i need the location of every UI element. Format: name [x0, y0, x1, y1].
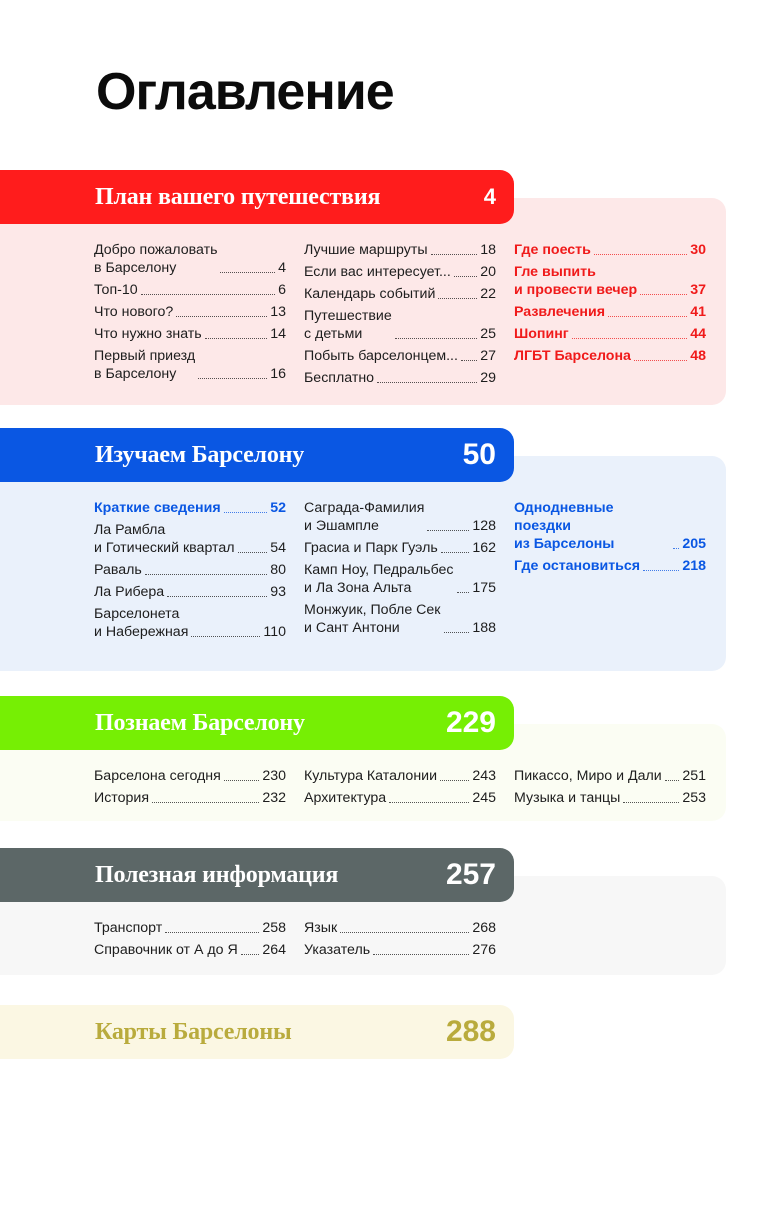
toc-column-2 [304, 767, 496, 811]
toc-entry-title: Справочник от А до Я [94, 942, 238, 958]
dot-leader [224, 512, 268, 513]
toc-entry-title: Однодневные поездки из Барселоны [514, 500, 615, 552]
toc-entry-title: История [94, 790, 150, 806]
toc-entry[interactable] [514, 767, 706, 785]
toc-entry[interactable] [94, 241, 286, 277]
toc-entry-title: ЛГБТ Барселона [514, 348, 631, 364]
toc-entry-page: 18 [480, 242, 496, 258]
toc-column-2 [304, 919, 496, 963]
toc-entry-title: Музыка и танцы [514, 790, 621, 806]
section-page-number: 229 [445, 706, 496, 739]
toc-column-3 [514, 241, 706, 369]
section-page-number: 257 [445, 858, 496, 891]
toc-entry[interactable] [94, 347, 286, 383]
toc-entry[interactable] [514, 499, 706, 553]
dot-leader [457, 592, 470, 593]
dot-leader [191, 636, 260, 637]
toc-column-1 [94, 499, 286, 645]
toc-entry[interactable] [304, 369, 496, 387]
toc-entry-page: 16 [270, 366, 286, 382]
dot-leader [640, 294, 687, 295]
toc-entry-page: 205 [682, 536, 706, 552]
dot-leader [373, 954, 469, 955]
toc-entry-page: 4 [278, 260, 286, 276]
toc-entry[interactable] [94, 303, 286, 321]
section-title: Познаем Барселону [95, 709, 305, 736]
toc-column-3 [514, 499, 706, 579]
dot-leader [238, 552, 268, 553]
dot-leader [152, 802, 259, 803]
toc-column-1 [94, 241, 286, 387]
toc-entry-page: 243 [472, 768, 496, 784]
dot-leader [441, 552, 470, 553]
toc-entry-title: Культура Каталонии [304, 768, 438, 784]
dot-leader [141, 294, 275, 295]
section-banner[interactable] [0, 1005, 514, 1059]
toc-entry[interactable] [94, 767, 286, 785]
toc-entry-page: 27 [480, 348, 496, 364]
toc-entry[interactable] [94, 941, 286, 959]
toc-entry-title: Краткие сведения [94, 500, 221, 516]
toc-entry-title: Что нового? [94, 304, 174, 320]
toc-entry-page: 14 [270, 326, 286, 342]
dot-leader [673, 548, 679, 549]
dot-leader [454, 276, 477, 277]
toc-entry[interactable] [304, 601, 496, 637]
toc-entry-title: Пикассо, Миро и Дали [514, 768, 662, 784]
toc-entry-title: Календарь событий [304, 286, 436, 302]
dot-leader [205, 338, 268, 339]
toc-entry[interactable] [94, 281, 286, 299]
toc-entry[interactable] [304, 263, 496, 281]
dot-leader [377, 382, 477, 383]
toc-entry[interactable] [514, 557, 706, 575]
toc-entry-page: 251 [682, 768, 706, 784]
toc-entry-title: Топ-10 [94, 282, 138, 298]
section-page-number: 288 [445, 1015, 496, 1048]
section-title: Изучаем Барселону [95, 441, 305, 468]
toc-entry-title: Архитектура [304, 790, 387, 806]
toc-entry-title: Путешествие с детьми [304, 308, 392, 342]
toc-entry-title: Транспорт [94, 920, 163, 936]
dot-leader [167, 596, 267, 597]
dot-leader [594, 254, 687, 255]
toc-entry[interactable] [514, 303, 706, 321]
dot-leader [431, 254, 478, 255]
section-page-number: 50 [462, 438, 496, 471]
toc-entry-page: 44 [690, 326, 706, 342]
toc-entry-page: 25 [480, 326, 496, 342]
toc-entry[interactable] [94, 521, 286, 557]
section-page-number: 4 [483, 184, 496, 209]
dot-leader [572, 338, 688, 339]
toc-column-1 [94, 767, 286, 811]
toc-entry-title: Камп Ноу, Педральбес и Ла Зона Альта [304, 562, 454, 596]
toc-entry-title: Добро пожаловать в Барселону [94, 242, 218, 276]
toc-entry-page: 37 [690, 282, 706, 298]
dot-leader [643, 570, 679, 571]
toc-entry[interactable] [304, 499, 496, 535]
toc-entry-page: 232 [262, 790, 286, 806]
dot-leader [634, 360, 687, 361]
dot-leader [241, 954, 260, 955]
toc-entry-title: Барселона сегодня [94, 768, 221, 784]
dot-leader [165, 932, 259, 933]
dot-leader [665, 780, 680, 781]
toc-entry[interactable] [94, 325, 286, 343]
toc-entry[interactable] [304, 561, 496, 597]
dot-leader [440, 780, 469, 781]
toc-entry[interactable] [514, 263, 706, 299]
toc-entry[interactable] [304, 941, 496, 959]
toc-entry[interactable] [514, 325, 706, 343]
toc-entry[interactable] [94, 919, 286, 937]
toc-entry-title: Раваль [94, 562, 142, 578]
toc-entry-title: Ла Рамбла и Готический квартал [94, 522, 235, 556]
toc-entry[interactable] [304, 241, 496, 259]
toc-entry-title: Шопинг [514, 326, 569, 342]
toc-entry[interactable] [94, 499, 286, 517]
toc-entry-page: 230 [262, 768, 286, 784]
section-title: Полезная информация [95, 861, 339, 888]
dot-leader [427, 530, 469, 531]
toc-entry[interactable] [94, 789, 286, 807]
toc-entry[interactable] [304, 347, 496, 365]
dot-leader [220, 272, 275, 273]
toc-entry-page: 13 [270, 304, 286, 320]
toc-entry[interactable] [514, 241, 706, 259]
toc-entry-page: 6 [278, 282, 286, 298]
toc-entry[interactable] [304, 767, 496, 785]
toc-entry-page: 110 [263, 624, 286, 640]
toc-entry-page: 253 [682, 790, 706, 806]
toc-entry-page: 22 [480, 286, 496, 302]
toc-entry-page: 175 [472, 580, 496, 596]
toc-entry-title: Первый приезд в Барселону [94, 348, 196, 382]
toc-entry[interactable] [304, 919, 496, 937]
toc-entry[interactable] [304, 285, 496, 303]
toc-entry-page: 264 [262, 942, 286, 958]
dot-leader [623, 802, 679, 803]
dot-leader [395, 338, 477, 339]
toc-entry-title: Ла Рибера [94, 584, 165, 600]
toc-column-1 [94, 919, 286, 963]
toc-entry[interactable] [94, 605, 286, 641]
dot-leader [389, 802, 469, 803]
dot-leader [444, 632, 470, 633]
section-banner[interactable] [0, 428, 514, 482]
toc-entry-page: 276 [472, 942, 496, 958]
toc-entry-title: Саграда-Фамилия и Эшампле [304, 500, 425, 534]
section-banner[interactable] [0, 170, 514, 224]
toc-entry[interactable] [514, 789, 706, 807]
toc-entry[interactable] [304, 307, 496, 343]
dot-leader [198, 378, 267, 379]
toc-entry[interactable] [94, 583, 286, 601]
toc-entry[interactable] [94, 561, 286, 579]
section-title: План вашего путешествия [95, 183, 381, 210]
toc-entry-title: Побыть барселонцем... [304, 348, 458, 364]
toc-entry-page: 268 [472, 920, 496, 936]
toc-column-3 [514, 767, 706, 811]
toc-entry-page: 128 [472, 518, 496, 534]
toc-entry-page: 52 [270, 500, 286, 516]
dot-leader [340, 932, 469, 933]
toc-entry-page: 48 [690, 348, 706, 364]
dot-leader [145, 574, 267, 575]
toc-entry-page: 245 [472, 790, 496, 806]
toc-entry-page: 258 [262, 920, 286, 936]
dot-leader [608, 316, 687, 317]
dot-leader [176, 316, 267, 317]
toc-column-2 [304, 241, 496, 391]
section-title: Карты Барселоны [95, 1018, 292, 1045]
toc-entry-page: 29 [480, 370, 496, 386]
page-title: Оглавление [96, 63, 394, 121]
toc-entry-title: Указатель [304, 942, 371, 958]
toc-entry-title: Бесплатно [304, 370, 375, 386]
toc-entry-title: Барселонета и Набережная [94, 606, 189, 640]
dot-leader [461, 360, 477, 361]
toc-entry-title: Грасиа и Парк Гуэль [304, 540, 438, 556]
dot-leader [224, 780, 260, 781]
toc-entry-title: Гле выпить и провести вечер [514, 264, 638, 298]
dot-leader [438, 298, 477, 299]
toc-entry-title: Если вас интересует... [304, 264, 451, 280]
section-banner[interactable] [0, 848, 514, 902]
toc-column-2 [304, 499, 496, 641]
toc-entry-page: 218 [682, 558, 706, 574]
section-banner[interactable] [0, 696, 514, 750]
toc-entry-title: Монжуик, Побле Сек и Сант Антони [304, 602, 441, 636]
toc-entry[interactable] [304, 539, 496, 557]
toc-entry-page: 93 [270, 584, 286, 600]
toc-entry-page: 54 [270, 540, 286, 556]
toc-entry-title: Что нужно знать [94, 326, 202, 342]
toc-entry[interactable] [514, 347, 706, 365]
toc-entry-title: Где поесть [514, 242, 591, 258]
toc-entry-page: 188 [472, 620, 496, 636]
toc-entry-title: Лучшие маршруты [304, 242, 428, 258]
toc-entry-page: 41 [690, 304, 706, 320]
toc-entry-title: Язык [304, 920, 338, 936]
toc-entry[interactable] [304, 789, 496, 807]
toc-entry-title: Где остановиться [514, 558, 641, 574]
toc-entry-title: Развлечения [514, 304, 605, 320]
toc-entry-page: 20 [480, 264, 496, 280]
toc-entry-page: 30 [690, 242, 706, 258]
toc-entry-page: 162 [472, 540, 496, 556]
toc-entry-page: 80 [270, 562, 286, 578]
